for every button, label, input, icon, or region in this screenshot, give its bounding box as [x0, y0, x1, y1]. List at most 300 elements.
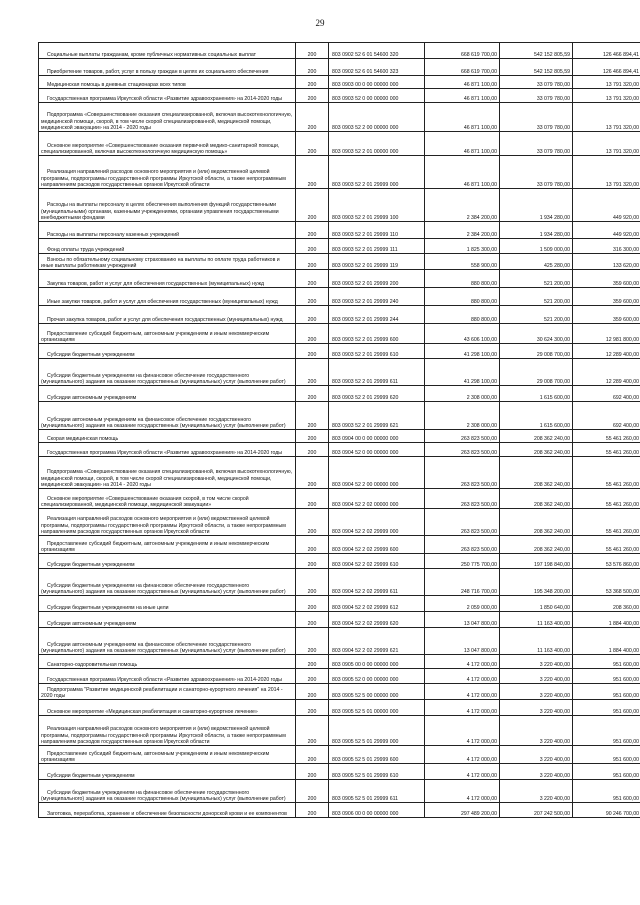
row-name-text: Основное мероприятие «Медицинская реабилитация и санаторно-курортное лечение»	[47, 708, 258, 715]
row-name-text: Субсидии бюджетным учреждениям	[47, 351, 135, 358]
row-kbk: 803 0905 52 5 01 00000 000	[329, 700, 425, 716]
row-kbk: 803 0903 52 2 01 29999 200	[329, 270, 425, 288]
row-approved: 250 775 700,00	[425, 554, 500, 569]
table-row	[39, 103, 640, 132]
row-remainder: 951 600,00	[573, 669, 640, 684]
row-executed: 521 200,00	[500, 270, 573, 288]
row-remainder: 449 920,00	[573, 189, 640, 222]
row-name-text: Иные закупки товаров, работ и услуг для обеспечения государственных (муниципальных) нужд	[47, 298, 278, 305]
row-code: 200	[296, 132, 329, 156]
row-kbk: 803 0905 52 5 01 29999 611	[329, 780, 425, 803]
row-kbk: 803 0903 52 2 01 00000 000	[329, 132, 425, 156]
row-remainder: 53 576 860,00	[573, 554, 640, 569]
row-kbk: 803 0903 52 2 01 29999 000	[329, 156, 425, 189]
row-name-text: Реализация направлений расходов основного мероприятия и (или) ведомственной целевой программы, подпрограммы государственной программы Иркутской области, а также непрограммным направлениям расходов государственных органов Иркутской области	[41, 169, 286, 188]
row-name	[39, 89, 296, 103]
row-executed: 3 220 400,00	[500, 700, 573, 716]
row-name	[39, 803, 296, 818]
table-row	[39, 596, 640, 612]
table-row	[39, 457, 640, 489]
row-executed: 208 362 240,00	[500, 430, 573, 443]
row-kbk: 803 0903 52 2 01 29999 119	[329, 254, 425, 270]
row-remainder: 359 600,00	[573, 288, 640, 306]
row-executed: 30 624 300,00	[500, 324, 573, 344]
row-executed: 11 163 400,00	[500, 628, 573, 655]
row-name	[39, 457, 296, 489]
row-executed: 33 079 780,00	[500, 76, 573, 89]
row-code: 200	[296, 509, 329, 536]
table-row	[39, 655, 640, 669]
row-name-text: Государственная программа Иркутской области «Развитие здравоохранения» на 2014-2020 годы	[47, 449, 282, 456]
row-code: 200	[296, 344, 329, 359]
table-row	[39, 43, 640, 59]
row-remainder: 13 791 320,00	[573, 132, 640, 156]
row-approved: 41 298 100,00	[425, 359, 500, 386]
row-executed: 521 200,00	[500, 288, 573, 306]
row-name-text: Основное мероприятие «Совершенствование оказания скорой, в том числе скорой специализированной, медицинской помощи, медицинской эвакуации»	[41, 495, 249, 508]
row-kbk: 803 0905 52 0 00 00000 000	[329, 669, 425, 684]
row-kbk: 803 0904 52 2 02 29999 000	[329, 509, 425, 536]
table-row	[39, 780, 640, 803]
row-name	[39, 655, 296, 669]
row-remainder: 951 600,00	[573, 700, 640, 716]
row-remainder: 449 920,00	[573, 222, 640, 239]
row-code: 200	[296, 457, 329, 489]
row-approved: 41 298 100,00	[425, 344, 500, 359]
row-executed: 542 152 805,59	[500, 43, 573, 59]
row-name	[39, 536, 296, 554]
table-row	[39, 569, 640, 596]
table-row	[39, 430, 640, 443]
table-row	[39, 764, 640, 780]
row-name-text: Медицинская помощь в дневных стационарах всех типов	[47, 81, 186, 88]
row-code: 200	[296, 270, 329, 288]
row-approved: 4 172 000,00	[425, 780, 500, 803]
row-code: 200	[296, 746, 329, 764]
row-kbk: 803 0904 52 2 02 29999 612	[329, 596, 425, 612]
row-name-text: Предоставление субсидий бюджетным, автономным учреждениям и иным некоммерческим организациям	[41, 540, 270, 553]
row-executed: 3 220 400,00	[500, 764, 573, 780]
row-name-text: Социальные выплаты гражданам, кроме публичных нормативных социальных выплат	[47, 51, 257, 58]
row-approved: 2 059 000,00	[425, 596, 500, 612]
row-code: 200	[296, 156, 329, 189]
row-approved: 4 172 000,00	[425, 746, 500, 764]
row-remainder: 55 461 260,00	[573, 443, 640, 457]
row-name	[39, 430, 296, 443]
row-name-text: Субсидии автономным учреждениям на финансовое обеспечение государственного (муниципального) задания на оказание государственных (муниципальных) услуг (выполнение работ)	[41, 416, 286, 429]
row-executed: 425 280,00	[500, 254, 573, 270]
row-executed: 208 362 240,00	[500, 457, 573, 489]
row-kbk: 803 0903 52 2 01 29999 240	[329, 288, 425, 306]
table-row	[39, 239, 640, 254]
row-remainder: 126 466 894,41	[573, 59, 640, 76]
row-approved: 558 900,00	[425, 254, 500, 270]
row-name	[39, 569, 296, 596]
row-remainder: 12 981 800,00	[573, 324, 640, 344]
row-executed: 208 362 240,00	[500, 509, 573, 536]
row-executed: 29 008 700,00	[500, 359, 573, 386]
row-name-text: Фонд оплаты труда учреждений	[47, 246, 125, 253]
row-executed: 29 008 700,00	[500, 344, 573, 359]
table-row	[39, 669, 640, 684]
row-remainder: 12 289 400,00	[573, 344, 640, 359]
row-kbk: 803 0904 52 2 02 29999 621	[329, 628, 425, 655]
row-approved: 46 871 100,00	[425, 76, 500, 89]
row-name-text: Субсидии бюджетным учреждениям	[47, 772, 135, 779]
row-kbk: 803 0903 52 2 01 29999 111	[329, 239, 425, 254]
row-name-text: Взносы по обязательному социальному страхованию на выплаты по оплате труда работников и иные выплаты работникам учреждений	[41, 256, 280, 269]
row-name	[39, 489, 296, 509]
row-name-text: Прочая закупка товаров, работ и услуг для обеспечения государственных (муниципальных) нужд	[47, 316, 283, 323]
row-approved: 13 047 800,00	[425, 612, 500, 628]
row-kbk: 803 0904 52 2 02 00000 000	[329, 489, 425, 509]
row-name-text: Реализация направлений расходов основного мероприятия и (или) ведомственной целевой программы, подпрограммы государственной программы Иркутской области, а также непрограммным направлениям расходов государственных органов Иркутской области	[41, 726, 286, 745]
row-kbk: 803 0904 52 2 02 29999 620	[329, 612, 425, 628]
row-remainder: 13 791 320,00	[573, 156, 640, 189]
row-name	[39, 554, 296, 569]
row-approved: 46 871 100,00	[425, 103, 500, 132]
table-row	[39, 306, 640, 324]
row-name-text: Скорая медицинская помощь	[47, 435, 119, 442]
row-name	[39, 344, 296, 359]
row-executed: 208 362 240,00	[500, 536, 573, 554]
row-approved: 263 823 500,00	[425, 443, 500, 457]
row-approved: 2 308 000,00	[425, 386, 500, 402]
row-executed: 1 615 600,00	[500, 402, 573, 430]
row-name	[39, 103, 296, 132]
row-kbk: 803 0902 52 6 01 54600 320	[329, 43, 425, 59]
row-executed: 1 934 280,00	[500, 189, 573, 222]
row-kbk: 803 0904 52 2 02 29999 600	[329, 536, 425, 554]
table-row	[39, 509, 640, 536]
row-remainder: 53 368 500,00	[573, 569, 640, 596]
row-name-text: Субсидии бюджетным учреждениям на финансовое обеспечение государственного (муниципального) задания на оказание государственных (муниципальных) услуг (выполнение работ)	[41, 582, 286, 595]
row-name-text: Государственная программа Иркутской области «Развитие здравоохранения» на 2014-2020 годы	[47, 676, 282, 683]
row-kbk: 803 0903 00 0 00 00000 000	[329, 76, 425, 89]
row-remainder: 126 466 894,41	[573, 43, 640, 59]
row-approved: 4 172 000,00	[425, 700, 500, 716]
row-approved: 880 800,00	[425, 288, 500, 306]
row-kbk: 803 0903 52 2 01 29999 620	[329, 386, 425, 402]
row-kbk: 803 0905 00 0 00 00000 000	[329, 655, 425, 669]
row-kbk: 803 0904 52 2 02 29999 611	[329, 569, 425, 596]
row-code: 200	[296, 306, 329, 324]
table-row	[39, 612, 640, 628]
row-code: 200	[296, 386, 329, 402]
row-name-text: Подпрограмма «Совершенствование оказания специализированной, включая высокотехнологичную, медицинской помощи, скорой, в том числе скорой специализированной, медицинской помощи, медицинской эвакуации» на 2014 - 2020 годы	[41, 112, 293, 131]
row-name-text: Подпрограмма «Совершенствование оказания специализированной, включая высокотехнологичную, медицинской помощи, скорой, в том числе скорой специализированной, медицинской помощи, медицинской эвакуации» на 2014 - 2020 годы	[41, 469, 293, 488]
table-row	[39, 700, 640, 716]
row-approved: 2 384 200,00	[425, 189, 500, 222]
row-name-text: Субсидии бюджетным учреждениям на финансовое обеспечение государственного (муниципального) задания на оказание государственных (муниципальных) услуг (выполнение работ)	[41, 372, 286, 385]
row-executed: 521 200,00	[500, 306, 573, 324]
row-approved: 43 606 100,00	[425, 324, 500, 344]
row-code: 200	[296, 76, 329, 89]
row-approved: 4 172 000,00	[425, 684, 500, 700]
row-code: 200	[296, 764, 329, 780]
row-executed: 3 220 400,00	[500, 746, 573, 764]
table-row	[39, 76, 640, 89]
row-remainder: 359 600,00	[573, 306, 640, 324]
row-executed: 197 198 840,00	[500, 554, 573, 569]
row-approved: 13 047 800,00	[425, 628, 500, 655]
table-row	[39, 156, 640, 189]
row-kbk: 803 0904 00 0 00 00000 000	[329, 430, 425, 443]
table-row	[39, 324, 640, 344]
row-approved: 4 172 000,00	[425, 669, 500, 684]
row-name-text: Государственная программа Иркутской области «Развитие здравоохранения» на 2014-2020 годы	[47, 95, 282, 102]
table-row	[39, 746, 640, 764]
row-executed: 1 615 600,00	[500, 386, 573, 402]
row-remainder: 55 461 260,00	[573, 509, 640, 536]
row-approved: 248 716 700,00	[425, 569, 500, 596]
row-remainder: 951 600,00	[573, 764, 640, 780]
row-code: 200	[296, 596, 329, 612]
row-kbk: 803 0904 52 2 00 00000 000	[329, 457, 425, 489]
row-approved: 263 823 500,00	[425, 430, 500, 443]
row-code: 200	[296, 803, 329, 818]
row-name	[39, 386, 296, 402]
row-remainder: 359 600,00	[573, 270, 640, 288]
table-row	[39, 344, 640, 359]
row-approved: 668 619 700,00	[425, 43, 500, 59]
row-executed: 3 220 400,00	[500, 780, 573, 803]
row-kbk: 803 0903 52 2 01 29999 244	[329, 306, 425, 324]
row-code: 200	[296, 780, 329, 803]
row-approved: 263 823 500,00	[425, 489, 500, 509]
row-kbk: 803 0905 52 5 01 29999 600	[329, 746, 425, 764]
row-name	[39, 239, 296, 254]
row-code: 200	[296, 569, 329, 596]
table-row	[39, 554, 640, 569]
row-name-text: Субсидии автономным учреждениям	[47, 620, 137, 627]
row-executed: 33 079 780,00	[500, 89, 573, 103]
row-approved: 4 172 000,00	[425, 716, 500, 746]
row-name-text: Субсидии автономным учреждениям на финансовое обеспечение государственного (муниципального) задания на оказание государственных (муниципальных) услуг (выполнение работ)	[41, 641, 286, 654]
row-code: 200	[296, 359, 329, 386]
row-name	[39, 324, 296, 344]
row-name-text: Субсидии бюджетным учреждениям на финансовое обеспечение государственного (муниципального) задания на оказание государственных (муниципальных) услуг (выполнение работ)	[41, 789, 286, 802]
row-name-text: Расходы на выплаты персоналу казенных учреждений	[47, 231, 179, 238]
row-remainder: 13 791 320,00	[573, 89, 640, 103]
budget-table-body	[39, 43, 640, 818]
table-row	[39, 254, 640, 270]
row-name	[39, 288, 296, 306]
table-row	[39, 189, 640, 222]
row-name-text: Реализация направлений расходов основного мероприятия и (или) ведомственной целевой программы, подпрограммы государственной программы Иркутской области, а также непрограммным направлениям расходов государственных органов Иркутской области	[41, 516, 286, 535]
row-executed: 1 850 640,00	[500, 596, 573, 612]
row-executed: 33 079 780,00	[500, 103, 573, 132]
row-kbk: 803 0903 52 2 00 00000 000	[329, 103, 425, 132]
row-code: 200	[296, 189, 329, 222]
row-remainder: 55 461 260,00	[573, 430, 640, 443]
row-name-text: Основное мероприятие «Совершенствование оказания первичной медико-санитарной помощи, специализированной, включая высокотехнологичную медицинскую помощь»	[41, 142, 280, 155]
row-remainder: 1 884 400,00	[573, 612, 640, 628]
row-code: 200	[296, 239, 329, 254]
row-approved: 4 172 000,00	[425, 655, 500, 669]
table-row	[39, 489, 640, 509]
row-name	[39, 43, 296, 59]
row-remainder: 951 600,00	[573, 684, 640, 700]
row-kbk: 803 0903 52 2 01 29999 600	[329, 324, 425, 344]
row-name-text: Санаторно-оздоровительная помощь	[47, 661, 138, 668]
table-row	[39, 89, 640, 103]
row-name	[39, 628, 296, 655]
table-row	[39, 803, 640, 818]
page-number: 29	[315, 18, 325, 28]
row-kbk: 803 0903 52 2 01 29999 100	[329, 189, 425, 222]
table-row	[39, 443, 640, 457]
row-code: 200	[296, 536, 329, 554]
row-approved: 880 800,00	[425, 270, 500, 288]
row-approved: 46 871 100,00	[425, 156, 500, 189]
table-row	[39, 359, 640, 386]
row-approved: 4 172 000,00	[425, 764, 500, 780]
row-name-text: Субсидии автономным учреждениям	[47, 394, 137, 401]
row-name-text: Расходы на выплаты персоналу в целях обеспечения выполнения функций государственными (муниципальными) органами, казенными учреждениями, органами управления государственными внебюджетными фондами	[41, 202, 279, 221]
row-kbk: 803 0903 52 2 01 29999 611	[329, 359, 425, 386]
row-code: 200	[296, 103, 329, 132]
row-approved: 297 489 200,00	[425, 803, 500, 818]
row-name	[39, 700, 296, 716]
row-approved: 668 619 700,00	[425, 59, 500, 76]
row-kbk: 803 0902 52 6 01 54600 323	[329, 59, 425, 76]
table-row	[39, 402, 640, 430]
table-row	[39, 628, 640, 655]
row-code: 200	[296, 443, 329, 457]
row-remainder: 133 620,00	[573, 254, 640, 270]
row-kbk: 803 0904 52 0 00 00000 000	[329, 443, 425, 457]
row-executed: 195 348 200,00	[500, 569, 573, 596]
row-remainder: 951 600,00	[573, 746, 640, 764]
row-approved: 46 871 100,00	[425, 89, 500, 103]
row-executed: 3 220 400,00	[500, 716, 573, 746]
row-code: 200	[296, 716, 329, 746]
row-executed: 208 362 240,00	[500, 489, 573, 509]
row-executed: 11 163 400,00	[500, 612, 573, 628]
row-approved: 263 823 500,00	[425, 536, 500, 554]
row-name-text: Приобретение товаров, работ, услуг в пользу граждан в целях их социального обеспечения	[47, 68, 269, 75]
row-kbk: 803 0905 52 5 01 29999 000	[329, 716, 425, 746]
row-name	[39, 509, 296, 536]
row-code: 200	[296, 628, 329, 655]
table-row	[39, 270, 640, 288]
row-name	[39, 222, 296, 239]
row-code: 200	[296, 59, 329, 76]
row-executed: 3 220 400,00	[500, 669, 573, 684]
row-remainder: 951 600,00	[573, 780, 640, 803]
row-code: 200	[296, 669, 329, 684]
row-approved: 46 871 100,00	[425, 132, 500, 156]
row-name	[39, 443, 296, 457]
row-name-text: Субсидии бюджетным учреждениям на иные цели	[47, 604, 169, 611]
row-name	[39, 612, 296, 628]
row-name	[39, 59, 296, 76]
row-name-text: Закупка товаров, работ и услуг для обеспечения государственных (муниципальных) нужд	[47, 280, 264, 287]
row-remainder: 12 289 400,00	[573, 359, 640, 386]
row-executed: 3 220 400,00	[500, 655, 573, 669]
row-name	[39, 746, 296, 764]
budget-table	[38, 42, 640, 818]
row-remainder: 1 884 400,00	[573, 628, 640, 655]
row-executed: 1 934 280,00	[500, 222, 573, 239]
row-kbk: 803 0904 52 2 02 29999 610	[329, 554, 425, 569]
table-row	[39, 222, 640, 239]
row-code: 200	[296, 655, 329, 669]
row-remainder: 692 400,00	[573, 402, 640, 430]
row-code: 200	[296, 612, 329, 628]
row-remainder: 55 461 260,00	[573, 536, 640, 554]
row-remainder: 13 791 320,00	[573, 103, 640, 132]
row-name-text: Предоставление субсидий бюджетным, автономным учреждениям и иным некоммерческим организациям	[41, 750, 270, 763]
row-executed: 33 079 780,00	[500, 156, 573, 189]
row-approved: 2 308 000,00	[425, 402, 500, 430]
row-executed: 542 152 805,59	[500, 59, 573, 76]
row-kbk: 803 0905 52 5 00 00000 000	[329, 684, 425, 700]
row-name-text: Субсидии бюджетным учреждениям	[47, 561, 135, 568]
table-row	[39, 59, 640, 76]
row-remainder: 55 461 260,00	[573, 457, 640, 489]
row-remainder: 951 600,00	[573, 716, 640, 746]
row-name	[39, 359, 296, 386]
row-name	[39, 716, 296, 746]
row-approved: 263 823 500,00	[425, 457, 500, 489]
row-executed: 208 362 240,00	[500, 443, 573, 457]
row-code: 200	[296, 324, 329, 344]
row-code: 200	[296, 684, 329, 700]
row-code: 200	[296, 700, 329, 716]
row-name	[39, 76, 296, 89]
table-row	[39, 132, 640, 156]
row-code: 200	[296, 554, 329, 569]
row-kbk: 803 0903 52 2 01 29999 621	[329, 402, 425, 430]
row-kbk: 803 0903 52 2 01 29999 110	[329, 222, 425, 239]
row-name-text: Заготовка, переработка, хранение и обеспечение безопасности донорской крови и ее компонентов	[47, 810, 287, 817]
row-name-text: Подпрограмма "Развитие медицинской реабилитации и санаторно-курортного лечения" на 2014 - 2020 годы	[41, 686, 283, 699]
row-name	[39, 669, 296, 684]
table-row	[39, 386, 640, 402]
row-remainder: 316 300,00	[573, 239, 640, 254]
row-code: 200	[296, 288, 329, 306]
row-name	[39, 270, 296, 288]
row-approved: 2 384 200,00	[425, 222, 500, 239]
table-row	[39, 716, 640, 746]
row-remainder: 55 461 260,00	[573, 489, 640, 509]
row-name	[39, 596, 296, 612]
row-kbk: 803 0905 52 5 01 29999 610	[329, 764, 425, 780]
row-code: 200	[296, 402, 329, 430]
row-kbk: 803 0903 52 0 00 00000 000	[329, 89, 425, 103]
row-name	[39, 156, 296, 189]
row-name	[39, 780, 296, 803]
row-name	[39, 306, 296, 324]
row-remainder: 13 791 320,00	[573, 76, 640, 89]
row-name	[39, 132, 296, 156]
row-code: 200	[296, 43, 329, 59]
row-approved: 263 823 500,00	[425, 509, 500, 536]
row-name	[39, 684, 296, 700]
row-remainder: 692 400,00	[573, 386, 640, 402]
row-approved: 1 825 300,00	[425, 239, 500, 254]
row-executed: 1 509 000,00	[500, 239, 573, 254]
row-name	[39, 402, 296, 430]
row-executed: 207 242 500,00	[500, 803, 573, 818]
row-approved: 880 800,00	[425, 306, 500, 324]
row-code: 200	[296, 489, 329, 509]
row-kbk: 803 0903 52 2 01 29999 610	[329, 344, 425, 359]
row-remainder: 208 360,00	[573, 596, 640, 612]
row-kbk: 803 0906 00 0 00 00000 000	[329, 803, 425, 818]
